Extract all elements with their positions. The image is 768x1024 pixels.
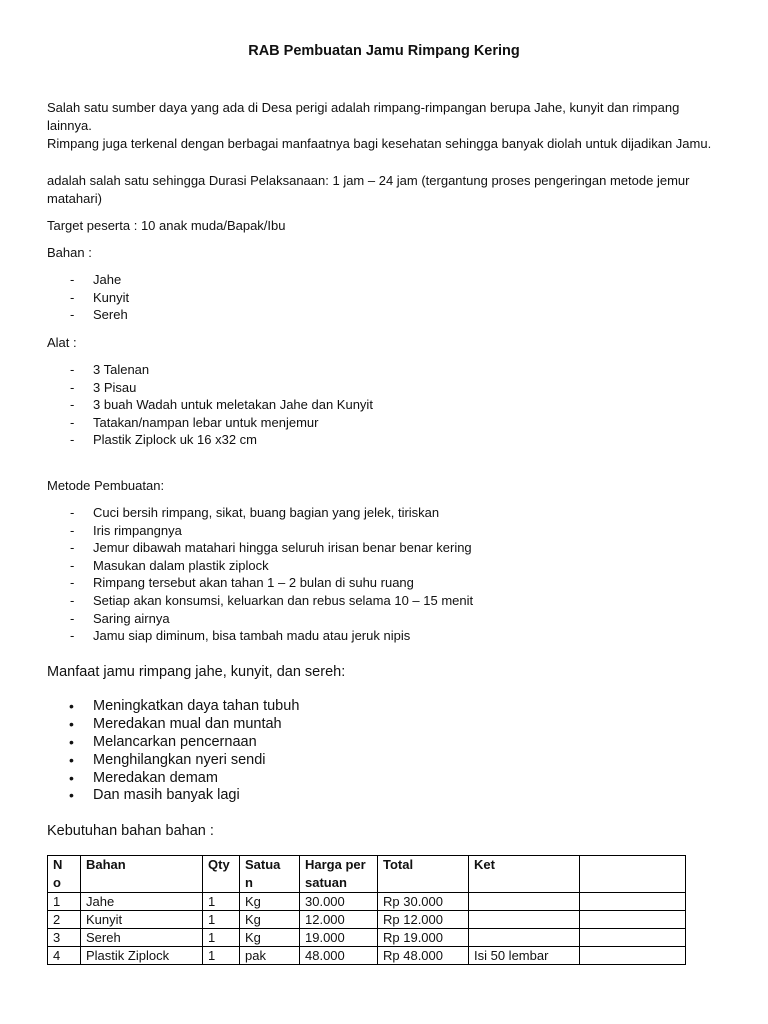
dash-marker: - [70, 432, 75, 448]
cell-ket [469, 911, 580, 929]
bahan-list [47, 271, 129, 324]
header-text: n [245, 875, 253, 890]
metode-label: Metode Pembuatan: [47, 478, 165, 493]
cell-satuan: Kg [240, 929, 300, 947]
bullet-marker: • [69, 715, 74, 732]
list-item-text: Rimpang tersebut akan tahan 1 – 2 bulan di suhu ruang [93, 575, 414, 591]
dash-marker: - [70, 540, 75, 556]
cell-bahan: Plastik Ziplock [81, 947, 203, 965]
cell-harga: 19.000 [300, 929, 378, 947]
cell-satuan: Kg [240, 911, 300, 929]
manfaat-list [47, 698, 299, 805]
list-item [47, 414, 373, 432]
cell-no: 2 [48, 911, 81, 929]
cell-satuan: Kg [240, 893, 300, 911]
cell-total: Rp 19.000 [378, 929, 469, 947]
dash-marker: - [70, 289, 75, 305]
intro-paragraph [47, 99, 727, 153]
dash-marker: - [70, 414, 75, 430]
list-item [47, 627, 473, 645]
cell-no: 1 [48, 893, 81, 911]
duration-line: matahari) [47, 191, 102, 206]
document-title: RAB Pembuatan Jamu Rimpang Kering [248, 43, 520, 59]
cell-extra [580, 893, 686, 911]
list-item [47, 539, 473, 557]
cell-total: Rp 30.000 [378, 893, 469, 911]
list-item-text: Tatakan/nampan lebar untuk menjemur [93, 414, 319, 430]
list-item [47, 574, 473, 592]
dash-marker: - [70, 272, 75, 287]
list-item [47, 289, 129, 307]
cell-extra [580, 929, 686, 947]
list-item [47, 306, 129, 324]
bullet-marker: • [69, 751, 74, 768]
list-item-text: 3 Pisau [93, 379, 137, 395]
header-text: N [53, 857, 63, 872]
table-row [48, 929, 686, 947]
cell-bahan: Kunyit [81, 911, 203, 929]
list-item-text: Masukan dalam plastik ziplock [93, 557, 269, 573]
list-item [47, 734, 299, 752]
header-text: Satua [245, 857, 281, 872]
cell-harga: 48.000 [300, 947, 378, 965]
cell-harga: 12.000 [300, 911, 378, 929]
list-item [47, 504, 473, 522]
col-header-extra [580, 856, 686, 893]
list-item [47, 716, 299, 734]
dash-marker: - [70, 628, 75, 644]
manfaat-label: Manfaat jamu rimpang jahe, kunyit, dan sereh: [47, 664, 346, 680]
list-item-text: Menghilangkan nyeri sendi [93, 751, 266, 768]
list-item [47, 698, 299, 716]
table-row [48, 947, 686, 965]
col-header-qty: Qty [203, 856, 240, 893]
bullet-marker: • [69, 698, 74, 714]
alat-label: Alat : [47, 335, 77, 350]
header-text: o [53, 875, 61, 890]
duration-line: adalah salah satu sehingga Durasi Pelaksanaan: 1 jam – 24 jam (tergantung proses pengeringan metode jemur [47, 173, 690, 188]
cell-qty: 1 [203, 893, 240, 911]
list-item-text: Cuci bersih rimpang, sikat, buang bagian yang jelek, tiriskan [93, 505, 440, 520]
list-item [47, 557, 473, 575]
table-row [48, 911, 686, 929]
intro-line: Rimpang juga terkenal dengan berbagai manfaatnya bagi kesehatan sehingga banyak diolah untuk dijadikan Jamu. [47, 136, 712, 151]
cell-ket: Isi 50 lembar [469, 947, 580, 965]
table-row [48, 893, 686, 911]
dash-marker: - [70, 575, 75, 591]
bullet-marker: • [69, 733, 74, 750]
bullet-marker: • [69, 769, 74, 786]
list-item-text: Meningkatkan daya tahan tubuh [93, 698, 300, 714]
table-header-row [48, 856, 686, 893]
list-item-text: Kunyit [93, 289, 130, 305]
list-item-text: 3 Talenan [93, 362, 150, 377]
list-item [47, 522, 473, 540]
dash-marker: - [70, 592, 75, 608]
target-peserta: Target peserta : 10 anak muda/Bapak/Ibu [47, 218, 286, 233]
list-item [47, 592, 473, 610]
dash-marker: - [70, 610, 75, 626]
list-item [47, 752, 299, 770]
list-item-text: Jamu siap diminum, bisa tambah madu atau jeruk nipis [93, 628, 411, 644]
header-text: satuan [305, 875, 347, 890]
duration-paragraph [47, 172, 727, 208]
list-item [47, 379, 373, 397]
list-item [47, 396, 373, 414]
col-header-total: Total [378, 856, 469, 893]
dash-marker: - [70, 397, 75, 413]
cell-extra [580, 947, 686, 965]
cell-bahan: Sereh [81, 929, 203, 947]
dash-marker: - [70, 522, 75, 538]
dash-marker: - [70, 557, 75, 573]
intro-line: Salah satu sumber daya yang ada di Desa perigi adalah rimpang-rimpangan berupa Jahe, kunyit dan rimpang lainnya. [47, 100, 680, 133]
list-item [47, 431, 373, 449]
list-item [47, 361, 373, 379]
cell-no: 3 [48, 929, 81, 947]
list-item [47, 787, 299, 805]
list-item-text: Setiap akan konsumsi, keluarkan dan rebus selama 10 – 15 menit [93, 592, 474, 608]
list-item [47, 770, 299, 788]
col-header-ket: Ket [469, 856, 580, 893]
dash-marker: - [70, 505, 75, 520]
list-item-text: Jemur dibawah matahari hingga seluruh irisan benar benar kering [93, 540, 472, 556]
col-header-satuan [240, 856, 300, 893]
list-item-text: Meredakan demam [93, 769, 218, 786]
cell-bahan: Jahe [81, 893, 203, 911]
list-item [47, 610, 473, 628]
col-header-bahan: Bahan [81, 856, 203, 893]
cell-qty: 1 [203, 947, 240, 965]
cell-total: Rp 12.000 [378, 911, 469, 929]
alat-list [47, 361, 373, 449]
dash-marker: - [70, 362, 75, 377]
cell-satuan: pak [240, 947, 300, 965]
header-text: Harga per [305, 857, 366, 872]
dash-marker: - [70, 307, 75, 323]
cell-total: Rp 48.000 [378, 947, 469, 965]
list-item-text: Jahe [93, 272, 122, 287]
list-item-text: Sereh [93, 307, 128, 323]
col-header-harga [300, 856, 378, 893]
list-item-text: Iris rimpangnya [93, 522, 182, 538]
cell-ket [469, 893, 580, 911]
col-header-no [48, 856, 81, 893]
cell-qty: 1 [203, 929, 240, 947]
list-item-text: Dan masih banyak lagi [93, 787, 240, 804]
list-item-text: Melancarkan pencernaan [93, 733, 257, 750]
cell-extra [580, 911, 686, 929]
kebutuhan-label: Kebutuhan bahan bahan : [47, 823, 214, 839]
cell-qty: 1 [203, 911, 240, 929]
metode-list [47, 504, 473, 645]
bahan-label: Bahan : [47, 245, 92, 260]
list-item-text: Saring airnya [93, 610, 170, 626]
cell-no: 4 [48, 947, 81, 965]
dash-marker: - [70, 379, 75, 395]
cell-ket [469, 929, 580, 947]
cell-harga: 30.000 [300, 893, 378, 911]
list-item [47, 271, 129, 289]
kebutuhan-table [47, 855, 686, 965]
list-item-text: Plastik Ziplock uk 16 x32 cm [93, 432, 258, 448]
bullet-marker: • [69, 787, 74, 804]
list-item-text: 3 buah Wadah untuk meletakan Jahe dan Kunyit [93, 397, 373, 413]
list-item-text: Meredakan mual dan muntah [93, 715, 282, 732]
